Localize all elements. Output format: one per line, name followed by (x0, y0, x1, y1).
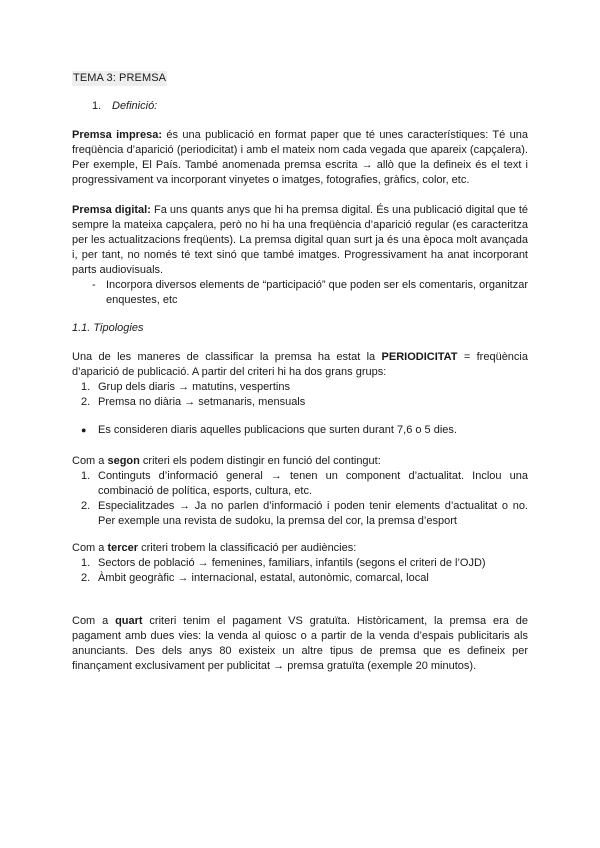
list-number: 2. (81, 500, 91, 512)
periodicitat-list (72, 380, 528, 410)
section-label: Definició: (112, 100, 158, 112)
text-continuation: criteri trobem la classificació per audiències: (138, 542, 357, 554)
text-intro: Una de les maneres de classificar la premsa ha estat la (72, 351, 382, 363)
section-premsa-digital (72, 203, 528, 308)
document-title: TEMA 3: PREMSA (73, 72, 167, 84)
list-number: 2. (81, 396, 91, 408)
list-item-text: Grup dels diaris → matutins, vespertins (98, 381, 290, 393)
dash-marker: - (92, 279, 96, 291)
list-item-text: Àmbit geogràfic → internacional, estatal, autonòmic, comarcal, local (98, 572, 429, 584)
paragraph-tercer (72, 541, 528, 556)
paragraph-periodicitat (72, 350, 528, 380)
list-item (72, 499, 528, 529)
paragraph-premsa-digital (72, 203, 528, 278)
list-number: 1. (81, 557, 91, 569)
list-item-text: Continguts d’informació general → tenen un component d’actualitat. Inclou una combinació de política, esports, cultura, etc. (98, 470, 528, 497)
list-number: 2. (81, 572, 91, 584)
list-item (72, 556, 528, 571)
text-premsa-digital: Fa uns quants anys que hi ha premsa digital. És una publicació digital que té sempre la mateixa capçalera, però no hi ha una freqüència d’aparició regular (es caracteritza per les actualitzacions freqüents). La premsa digital quan surt ja és una època molt avançada i, per tant, no només té text sinó que també imatges. Progressivament ha anat incorporant parts audiovisuals. (72, 204, 528, 276)
list-item (72, 571, 528, 586)
section-periodicitat (72, 350, 528, 410)
paragraph-premsa-impresa (72, 128, 528, 188)
section-number: 1. (92, 100, 102, 112)
list-item-text: Sectors de població → femenines, familiars, infantils (segons el criteri de l’OJD) (98, 557, 486, 569)
term-segon: segon (107, 455, 140, 467)
text-continuation: criteri tenim el pagament VS gratuïta. Històricament, la premsa era de pagament amb dues vies: la venda al quiosc o a partir de la venda d’espais publicitaris als anunciants. Des dels anys 80 existeix un altre tipus de premsa que es defineix per finançament exclusivament per publicitat → premsa gratuïta (exemple 20 minutos). (72, 615, 528, 672)
tercer-list (72, 556, 528, 586)
dot-list (72, 423, 528, 438)
segon-list (72, 469, 528, 529)
text-intro: Com a (72, 615, 116, 627)
term-periodicitat: PERIODICITAT (381, 351, 458, 363)
periodicitat-dot-note (72, 423, 528, 438)
list-item-text: Premsa no diària → setmanaris, mensuals (98, 396, 306, 408)
list-number: 1. (81, 381, 91, 393)
section-tercer-criteri (72, 541, 528, 586)
term-premsa-impresa: Premsa impresa: (72, 129, 162, 141)
text-intro: Com a (72, 542, 108, 554)
text-continuation: criteri els podem distingir en funció del contingut: (139, 455, 381, 467)
section-heading-definicio (92, 99, 548, 114)
list-item (72, 278, 528, 308)
section-segon-criteri (72, 454, 528, 529)
term-quart: quart (115, 615, 143, 627)
list-number: 1. (81, 470, 91, 482)
paragraph-segon (72, 454, 528, 469)
term-premsa-digital: Premsa digital: (72, 204, 151, 216)
list-item (72, 423, 528, 438)
term-tercer: tercer (107, 542, 139, 554)
paragraph-quart-criteri (72, 614, 528, 674)
bullet-dot-icon: ● (81, 425, 87, 435)
list-item-text: Especialitzades → Ja no parlen d’informació i poden tenir elements d’actualitat o no. Per exemple una revista de sudoku, la premsa del cor, la premsa d’esport (98, 500, 528, 527)
subsection-heading-tipologies: 1.1. Tipologies (72, 322, 144, 334)
digital-bullet-list (72, 278, 528, 308)
list-item-text: Es consideren diaris aquelles publicacions que surten durant 7,6 o 5 dies. (98, 424, 457, 436)
list-item (72, 395, 528, 410)
list-item-text: Incorpora diversos elements de “participació” que poden ser els comentaris, organitzar enquestes, etc (106, 279, 528, 306)
text-intro: Com a (72, 455, 108, 467)
text-premsa-impresa: és una publicació en format paper que té unes característiques: Té una freqüència d’aparició (periodicitat) i amb el mateix nom cada vegada que apareix (capçalera). Per exemple, El País. També anomenada premsa escrita → allò que la defineix és el text i progressivament va incorporant vinyetes o imatges, fotografies, gràfics, color, etc. (72, 129, 528, 186)
list-item (72, 380, 528, 395)
text-continuation: = freqüència d’aparició de publicació. A partir del criteri hi ha dos grans grups: (72, 351, 528, 378)
list-item (72, 469, 528, 499)
